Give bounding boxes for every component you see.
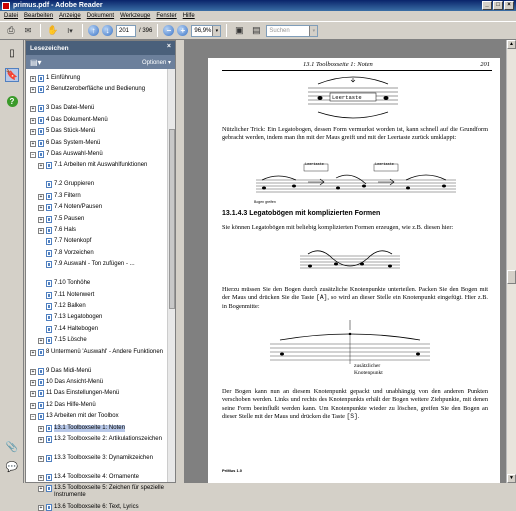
bookmark-item[interactable]: [38, 455, 166, 462]
bookmark-label: 13.4 Toolboxseite 4: Ornamente: [54, 474, 139, 480]
bookmark-icon: [38, 413, 44, 420]
expand-icon[interactable]: +: [39, 228, 43, 234]
bookmark-label: 7 Das Auswahl-Menü: [46, 151, 103, 157]
hand-tool-icon[interactable]: ✋: [47, 25, 59, 35]
fit-page-icon[interactable]: ▣: [235, 25, 244, 35]
menu-anzeige[interactable]: Anzeige: [59, 13, 81, 19]
bookmark-icon: [46, 504, 52, 511]
expand-icon[interactable]: +: [39, 456, 43, 462]
bookmark-icon: [46, 193, 52, 200]
expand-icon[interactable]: +: [31, 380, 35, 386]
section-heading: 13.1.4.3 Legatobögen mit komplizierten Formen: [222, 210, 381, 217]
bookmark-icon: [46, 261, 52, 268]
bookmark-item[interactable]: [30, 128, 166, 135]
bookmark-label: 7.1 Arbeiten mit Auswahlfunktionen: [54, 162, 148, 169]
key-s: [S]: [346, 413, 358, 421]
expand-icon[interactable]: +: [39, 216, 43, 223]
paragraph-bogen-verschieben-a: Der Bogen kann nun an diesem Knotenpunkt gepackt und unabhängig von den anderen Punkten verschoben werden. Links und rechts des Knotenpunkts erhält der Bogen weitere Ziehpunkte, mit denen seine Form beeinflußt werden kann. Um Knotenpunkte wieder zu löschen, greifen Sie den Bogen an dieser Stelle mit der Maus und drücken die Taste: [222, 388, 488, 421]
expand-icon: [38, 315, 44, 321]
bookmark-icon: [38, 75, 44, 82]
paragraph-knotenpunkte-b: , so wird an dieser Stelle ein Knotenpunkt eingefügt. Hier z.B. in Bogenmitte:: [222, 294, 488, 310]
fit-width-icon[interactable]: ▤: [252, 25, 261, 35]
comments-icon[interactable]: 💬: [5, 461, 19, 473]
bookmark-label: 13.5 Toolboxseite 5: Zeichen für spezielle Instrumente: [54, 485, 164, 499]
page-footer: PriMus 1.0: [222, 468, 243, 473]
bookmark-label: 9 Das Midi-Menü: [46, 367, 92, 374]
figure-label-knotenpunkt-1: zusätzlicher: [354, 363, 381, 369]
expand-icon: [38, 182, 44, 188]
expand-icon[interactable]: +: [31, 368, 35, 375]
bookmark-icon: [38, 368, 44, 375]
bookmark-icon: [46, 425, 52, 432]
print-icon[interactable]: ⎙: [7, 25, 15, 35]
bookmark-label: 13.1 Toolboxseite 1: Noten: [54, 424, 125, 431]
bookmark-label: 2 Benutzeroberfläche und Bedienung: [46, 86, 146, 93]
help-icon[interactable]: ?: [5, 94, 19, 108]
page-total: / 396: [139, 27, 153, 34]
select-text-icon[interactable]: I▾: [67, 27, 73, 35]
bookmark-icon: [38, 117, 44, 124]
bookmark-icon: [46, 292, 52, 299]
toolbar-separator: [40, 24, 41, 37]
bookmark-item[interactable]: [30, 402, 166, 409]
zoom-out-icon[interactable]: −: [163, 25, 174, 36]
scroll-thumb[interactable]: [169, 129, 175, 309]
bookmark-label: 4 Das Dokument-Menü: [46, 116, 108, 123]
bookmark-label: 11 Das Einstellungen-Menü: [46, 390, 120, 397]
expand-icon: [38, 304, 44, 310]
bookmark-item[interactable]: [38, 280, 166, 287]
bookmark-item[interactable]: [38, 436, 166, 443]
bookmark-label: 10 Das Ansicht-Menü: [46, 379, 104, 385]
bookmark-icon: [38, 151, 44, 158]
menu-fenster[interactable]: Fenster: [156, 13, 177, 19]
menu-hilfe[interactable]: Hilfe: [182, 13, 195, 19]
expand-icon[interactable]: +: [31, 140, 35, 147]
pdf-page[interactable]: [208, 58, 500, 483]
zoom-value: 96,9%: [194, 27, 212, 34]
scroll-down-button[interactable]: ▼: [507, 474, 516, 483]
expand-icon[interactable]: +: [39, 163, 43, 170]
bookmarks-toolbar: [26, 55, 175, 69]
bookmark-icon: [46, 474, 52, 481]
bookmark-item[interactable]: [38, 227, 166, 234]
bookmark-icon: [46, 485, 52, 492]
page-number-input[interactable]: 201: [116, 25, 136, 37]
expand-icon[interactable]: +: [31, 349, 35, 356]
bookmark-label: 13.3 Toolboxseite 3: Dynamikzeichen: [54, 455, 153, 461]
bookmark-icon: [38, 86, 44, 93]
bookmark-item[interactable]: [38, 162, 166, 169]
expand-icon[interactable]: +: [31, 106, 35, 113]
paragraph-trick: Nützlicher Trick: Ein Legatobogen, dessen Form vermurkst worden ist, kann schnell auf die Grundform gebracht werden, indem man ihn mit der Maus greift und mit der Leertaste zurück umklappt:: [222, 126, 488, 142]
bookmarks-panel: [25, 40, 176, 511]
bookmark-item[interactable]: [38, 326, 166, 333]
bookmark-icon: [46, 303, 52, 310]
bookmark-label: 13.6 Toolboxseite 6: Text, Lyrics: [54, 504, 139, 511]
bookmark-item[interactable]: [30, 75, 166, 82]
paragraph-bogen-verschieben: [222, 388, 488, 422]
bookmark-label: 7.15 Lösche: [54, 337, 87, 344]
email-icon[interactable]: ✉: [24, 26, 32, 35]
bookmark-label: 13 Arbeiten mit der Toolbox: [46, 413, 119, 420]
bookmark-icon: [38, 128, 44, 135]
expand-icon[interactable]: +: [39, 338, 43, 345]
bookmark-item[interactable]: [38, 238, 166, 245]
bookmarks-title: Lesezeichen: [30, 44, 69, 52]
figure-label-leertaste-a: Leertaste: [305, 163, 324, 167]
bookmark-icon: [46, 280, 52, 287]
expand-icon: [38, 239, 44, 245]
menu-bar: [0, 11, 516, 21]
options-menu[interactable]: Optionen ▾: [141, 59, 171, 66]
bookmark-label: 7.6 Hals: [54, 227, 77, 233]
new-bookmark-icon[interactable]: ▤▾: [30, 57, 42, 67]
figure-label-bogen-greifen: Bogen greifen: [254, 200, 276, 204]
bookmark-icon: [46, 326, 52, 333]
bookmark-icon: [46, 436, 52, 443]
scroll-up-button[interactable]: ▲: [507, 40, 516, 49]
paragraph-knotenpunkte-a: Hierzu müssen Sie den Bogen durch zusätzliche Knotenpunkte unterteilen. Packen Sie den Bogen mit der Maus und drücken Sie die Taste: [222, 286, 488, 302]
expand-icon[interactable]: +: [39, 425, 43, 432]
main-toolbar: [0, 21, 516, 40]
expand-icon[interactable]: +: [39, 505, 43, 511]
bookmark-icon: [46, 204, 52, 211]
paragraph-bogen-verschieben-b: .: [357, 413, 360, 421]
menu-dokument[interactable]: Dokument: [86, 13, 115, 19]
bookmark-item[interactable]: [38, 425, 166, 432]
expand-icon[interactable]: +: [31, 129, 35, 136]
bookmark-icon: [46, 337, 52, 344]
bookmark-item[interactable]: [38, 181, 166, 188]
bookmark-item[interactable]: [38, 303, 166, 310]
bookmark-label: 7.13 Legatobogen: [54, 314, 103, 321]
bookmark-item[interactable]: [38, 204, 166, 211]
bookmark-item[interactable]: [30, 105, 166, 112]
bookmark-item[interactable]: [30, 86, 166, 93]
expand-icon[interactable]: +: [39, 193, 43, 200]
figure-label-knotenpunkt: [354, 363, 383, 377]
pages-icon[interactable]: ▯: [9, 47, 15, 59]
bookmark-item[interactable]: [38, 292, 166, 299]
bookmark-tree: [26, 69, 167, 511]
scroll-thumb[interactable]: [507, 270, 516, 284]
bookmark-item[interactable]: [30, 117, 166, 124]
zoom-in-icon[interactable]: +: [177, 25, 188, 36]
bookmark-icon: [46, 227, 52, 234]
expand-icon[interactable]: +: [31, 391, 35, 398]
bookmark-item[interactable]: [38, 193, 166, 200]
bookmark-item[interactable]: [30, 390, 166, 397]
menu-werkzeuge[interactable]: Werkzeuge: [120, 13, 151, 19]
pane-splitter[interactable]: [176, 40, 184, 483]
bookmarks-scrollbar[interactable]: [167, 69, 175, 482]
expand-icon: [38, 281, 44, 287]
window-title: primus.pdf - Adobe Reader: [13, 2, 103, 9]
search-placeholder: Suchen: [269, 27, 290, 34]
bookmark-label: 7.8 Vorzeichen: [54, 249, 94, 256]
bookmark-label: 7.4 Noten/Pausen: [54, 204, 103, 211]
bookmark-item[interactable]: [30, 349, 166, 356]
expand-icon: [38, 293, 44, 299]
bookmark-icon: [46, 216, 52, 223]
bookmark-label: 6 Das System-Menü: [46, 139, 101, 146]
bookmark-item[interactable]: [38, 337, 166, 344]
navigation-pane-strip: [0, 40, 24, 483]
bookmark-icon: [46, 238, 52, 245]
bookmark-label: 7.9 Auswahl - Ton zufügen - ...: [54, 261, 135, 268]
chevron-down-icon[interactable]: ▾: [309, 26, 317, 36]
menu-datei[interactable]: Datei: [4, 13, 19, 19]
bookmark-item[interactable]: [30, 140, 166, 147]
expand-icon: [38, 251, 44, 257]
attachments-icon[interactable]: 📎: [5, 441, 19, 453]
figure-label-knotenpunkt-2: Knotenpunkt: [354, 370, 383, 376]
bookmark-item[interactable]: [38, 485, 166, 499]
toolbar-separator: [82, 24, 83, 37]
zoom-combo[interactable]: [191, 25, 221, 37]
menu-bearbeiten[interactable]: Bearbeiten: [24, 13, 54, 19]
bookmark-label: 7.2 Gruppieren: [54, 181, 95, 188]
collapse-icon[interactable]: −: [31, 414, 35, 421]
bookmark-icon: [46, 314, 52, 321]
bookmark-label: 7.7 Notenkopf: [54, 238, 92, 245]
figure-complex-slur: [300, 244, 400, 278]
expand-icon: [38, 327, 44, 333]
search-input[interactable]: [266, 25, 318, 37]
window-titlebar[interactable]: [0, 0, 516, 11]
figure-label-leertaste-b: Leertaste: [375, 163, 394, 167]
bookmark-label: 7.11 Notenwert: [54, 291, 95, 298]
bookmark-label: 7.10 Tonhöhe: [54, 280, 91, 287]
expand-icon[interactable]: +: [31, 402, 35, 409]
header-rule: [222, 70, 492, 71]
adobe-reader-icon: [2, 2, 10, 10]
toolbar-separator: [226, 24, 227, 37]
maximize-button[interactable]: □: [493, 1, 503, 10]
bookmark-label: 1 Einführung: [46, 75, 81, 81]
chevron-down-icon[interactable]: ▾: [212, 26, 220, 36]
bookmark-item[interactable]: [30, 151, 166, 158]
document-scrollbar[interactable]: [506, 40, 516, 483]
bookmark-label: 7.3 Filtern: [54, 192, 81, 199]
bookmark-icon: [38, 105, 44, 112]
figure-knotenpunkt: [270, 316, 430, 376]
bookmarks-panel-header: [26, 41, 175, 55]
page-number: 201: [480, 61, 490, 68]
bookmark-icon: [46, 455, 52, 462]
bookmark-label: 3 Das Datei-Menü: [46, 105, 95, 112]
close-button[interactable]: ×: [504, 1, 514, 10]
bookmark-label: 7.14 Haltebogen: [54, 325, 99, 332]
bookmark-icon: [38, 349, 44, 356]
toolbar-separator: [157, 24, 158, 37]
bookmark-icon: [46, 250, 52, 257]
key-a: [A]: [316, 294, 328, 302]
expand-icon[interactable]: +: [39, 437, 43, 443]
bookmark-item[interactable]: [38, 504, 166, 511]
bookmark-icon: [38, 390, 44, 397]
expand-icon[interactable]: +: [39, 486, 43, 493]
bookmark-item[interactable]: [38, 250, 166, 257]
close-icon[interactable]: ×: [166, 43, 171, 50]
bookmark-item[interactable]: [38, 261, 166, 268]
expand-icon[interactable]: +: [31, 87, 35, 94]
document-area: [184, 40, 506, 483]
bookmark-label: 7.12 Balken: [54, 303, 86, 309]
figure-slur-sequence: [256, 160, 456, 200]
bookmark-icon: [38, 402, 44, 409]
bookmark-label: 13.2 Toolboxseite 2: Artikulationszeichen: [54, 436, 162, 442]
expand-icon[interactable]: +: [39, 475, 43, 481]
expand-icon[interactable]: +: [39, 205, 43, 212]
bookmark-item[interactable]: [30, 379, 166, 386]
bookmark-label: 5 Das Stück-Menü: [46, 128, 96, 135]
bookmark-item[interactable]: [38, 314, 166, 321]
running-title: 13.1 Toolboxseite 1: Noten: [303, 61, 373, 68]
bookmark-item[interactable]: [38, 474, 166, 481]
previous-page-icon[interactable]: ↑: [88, 25, 99, 36]
figure-label-leertaste: Leertaste: [332, 94, 362, 101]
bookmark-item[interactable]: [38, 216, 166, 223]
bookmark-item[interactable]: [30, 413, 166, 420]
bookmarks-icon[interactable]: 🔖: [5, 69, 19, 81]
paragraph-knotenpunkte: [222, 286, 488, 311]
bookmark-icon: [38, 140, 44, 147]
collapse-icon[interactable]: −: [31, 152, 35, 158]
bookmark-icon: [38, 379, 44, 386]
paragraph-complex-forms: Sie können Legatobögen mit beliebig komplizierten Formen erzeugen, wie z.B. diesen hier:: [222, 224, 454, 231]
next-page-icon[interactable]: ↓: [102, 25, 113, 36]
bookmark-label: 12 Das Hilfe-Menü: [46, 401, 96, 408]
expand-icon[interactable]: +: [31, 117, 35, 124]
bookmark-label: 7.5 Pausen: [54, 215, 85, 222]
bookmark-item[interactable]: [30, 368, 166, 375]
expand-icon[interactable]: +: [31, 76, 35, 82]
bookmark-icon: [46, 162, 52, 169]
bookmark-icon: [46, 181, 52, 188]
expand-icon: [38, 262, 44, 268]
minimize-button[interactable]: _: [482, 1, 492, 10]
bookmark-label: 8 Untermenü 'Auswahl' - Andere Funktionen: [46, 348, 164, 355]
